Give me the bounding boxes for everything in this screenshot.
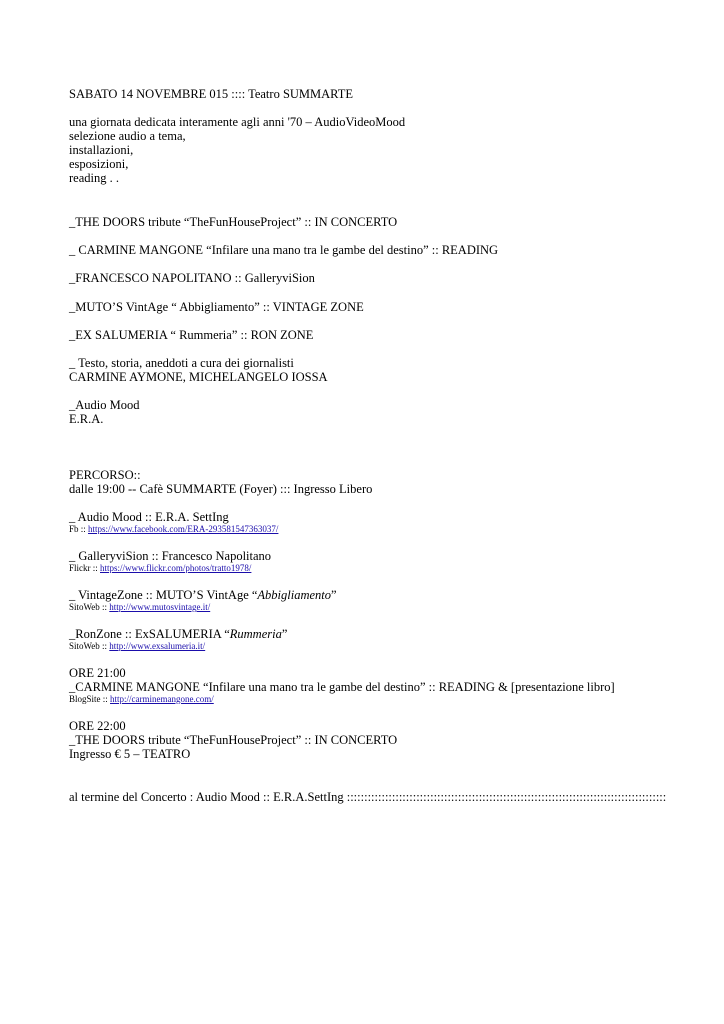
- percorso-title: PERCORSO::: [69, 468, 141, 482]
- percorso-ron: [69, 627, 287, 641]
- intro-line: installazioni,: [69, 143, 134, 157]
- program-journalists: CARMINE AYMONE, MICHELANGELO IOSSA: [69, 370, 328, 384]
- link-prefix: BlogSite ::: [69, 694, 111, 704]
- vintage-link-line: [69, 602, 210, 613]
- vintage-italic: Abbigliamento: [257, 588, 332, 602]
- percorso-vintage: [69, 588, 337, 602]
- program-era: E.R.A.: [69, 412, 104, 426]
- flickr-link[interactable]: https://www.flickr.com/photos/tratto1978/: [100, 563, 252, 573]
- ore21-time: ORE 21:00: [69, 666, 126, 680]
- percorso-gallery: _ GalleryviSion :: Francesco Napolitano: [69, 549, 272, 563]
- ore22-ticket: Ingresso € 5 – TEATRO: [69, 747, 191, 761]
- intro-line: esposizioni,: [69, 157, 129, 171]
- percorso-start: dalle 19:00 -- Cafè SUMMARTE (Foyer) ::: Ingresso Libero: [69, 482, 373, 496]
- ore22-time: ORE 22:00: [69, 719, 126, 733]
- ron-link-line: [69, 641, 205, 652]
- intro-line: reading . .: [69, 171, 119, 185]
- percorso-audio-mood: _ Audio Mood :: E.R.A. SettIng: [69, 510, 229, 524]
- program-testo: _ Testo, storia, aneddoti a cura dei giornalisti: [69, 356, 294, 370]
- ron-italic: Rummeria: [229, 627, 282, 641]
- program-audio-mood: _Audio Mood: [69, 398, 140, 412]
- carminemangone-link[interactable]: http://carminemangone.com/: [110, 694, 214, 704]
- program-doors: _THE DOORS tribute “TheFunHouseProject” :: IN CONCERTO: [69, 215, 398, 229]
- link-prefix: Fb ::: [69, 524, 89, 534]
- program-mangone: _ CARMINE MANGONE “Infilare una mano tra le gambe del destino” :: READING: [69, 243, 499, 257]
- ore22-text: _THE DOORS tribute “TheFunHouseProject” :: IN CONCERTO: [69, 733, 398, 747]
- facebook-link[interactable]: https://www.facebook.com/ERA-293581547363037/: [88, 524, 279, 534]
- link-prefix: SitoWeb ::: [69, 602, 110, 612]
- intro-line: una giornata dedicata interamente agli anni '70 – AudioVideoMood: [69, 115, 406, 129]
- mutosvintage-link[interactable]: http://www.mutosvintage.it/: [109, 602, 211, 612]
- ore21-text: _CARMINE MANGONE “Infilare una mano tra le gambe del destino” :: READING & [presentazione libro]: [69, 680, 615, 694]
- ron-text: _RonZone :: ExSALUMERIA “: [69, 627, 230, 641]
- vintage-text: _ VintageZone :: MUTO’S VintAge “: [69, 588, 258, 602]
- closing-line: al termine del Concerto : Audio Mood :: E.R.A.SettIng ::::::::::::::::::::::::::::::::::::::::::::::::::::::::::::::::::::::::::::::::::::::::::::: [69, 790, 667, 804]
- link-prefix: SitoWeb ::: [69, 641, 110, 651]
- flickr-link-line: [69, 563, 251, 574]
- event-header: SABATO 14 NOVEMBRE 015 :::: Teatro SUMMARTE: [69, 87, 354, 101]
- ron-quote: ”: [281, 627, 288, 641]
- program-muto: _MUTO’S VintAge “ Abbigliamento” :: VINTAGE ZONE: [69, 300, 364, 314]
- blog-link-line: [69, 694, 214, 705]
- exsalumeria-link[interactable]: http://www.exsalumeria.it/: [109, 641, 206, 651]
- intro-line: selezione audio a tema,: [69, 129, 186, 143]
- facebook-link-line: [69, 524, 278, 535]
- link-prefix: Flickr ::: [69, 563, 100, 573]
- vintage-quote: ”: [331, 588, 337, 602]
- program-salumeria: _EX SALUMERIA “ Rummeria” :: RON ZONE: [69, 328, 314, 342]
- program-napolitano: _FRANCESCO NAPOLITANO :: GalleryviSion: [69, 271, 315, 285]
